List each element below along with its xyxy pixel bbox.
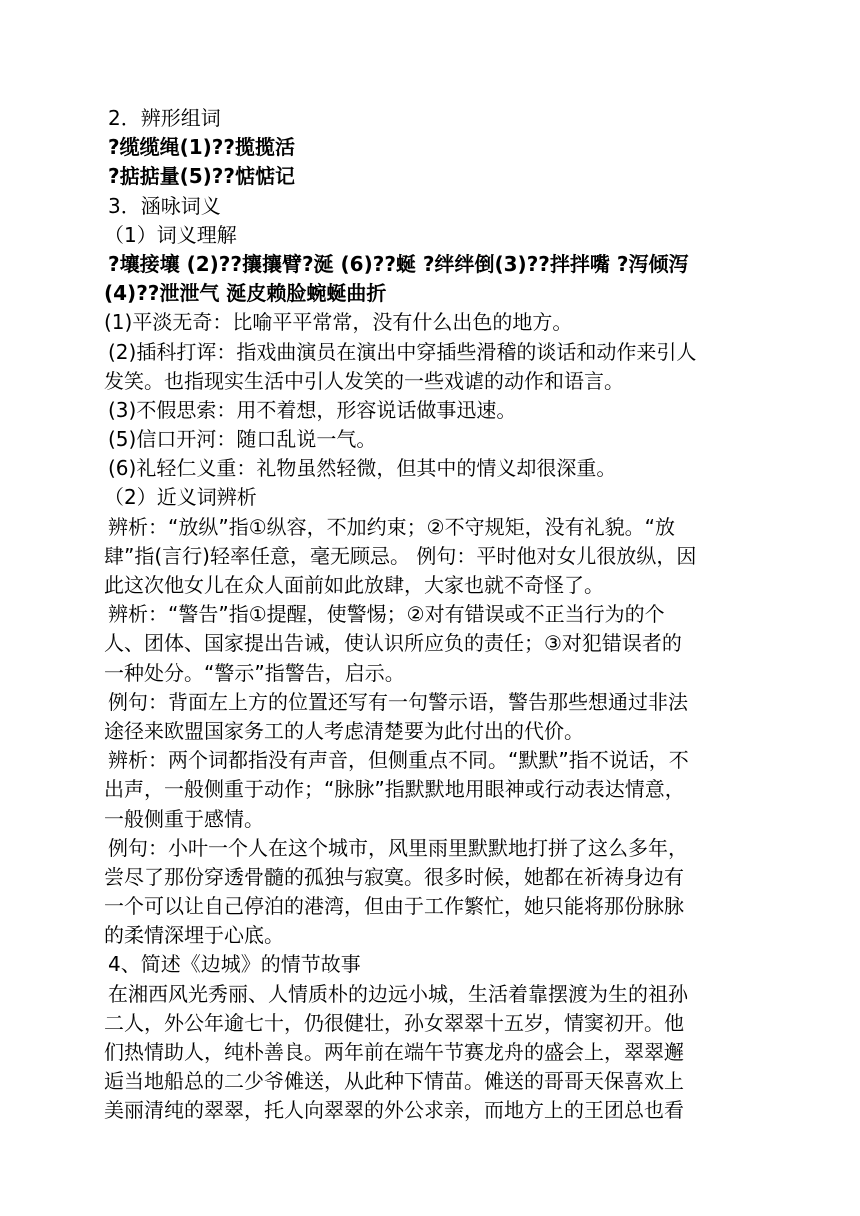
analysis-2-line-3: 一种处分。“警示”指警告，启示。 (104, 660, 405, 685)
example-3-line-3: 一个可以让自己停泊的港湾，但由于工作繁忙，她只能将那份脉脉 (104, 894, 684, 919)
plot-summary-line-2: 二人，外公年逾七十，仍很健壮，孙女翠翠十五岁，情窦初开。他 (104, 1010, 684, 1035)
plot-summary-line-1: 在湘西风光秀丽、人情质朴的边远小城，生活着靠摆渡为生的祖孙 (108, 981, 688, 1006)
plot-summary-line-4: 逅当地船总的二少爷傩送，从此种下情苗。傩送的哥哥天保喜欢上 (104, 1069, 684, 1094)
subheading-2-synonym-analysis: （2）近义词辨析 (104, 485, 257, 510)
example-3-line-1: 例句：小叶一个人在这个城市，风里雨里默默地打拼了这么多年， (108, 835, 688, 860)
heading-2-distinguish-words: 2．辨形组词 (108, 106, 221, 130)
example-2-line-1: 例句：背面左上方的位置还写有一句警示语，警告那些想通过非法 (108, 689, 688, 714)
idiom-definition-3: (3)不假思索：用不着想，形容说话做事迅速。 (108, 397, 517, 422)
analysis-2-line-1: 辨析：“警告”指①提醒，使警惕；②对有错误或不正当行为的个 (108, 602, 665, 627)
plot-summary-line-5: 美丽清纯的翠翠，托人向翠翠的外公求亲，而地方上的王团总也看 (104, 1098, 684, 1123)
word-group-line-2: ?掂掂量(5)??惦惦记 (108, 164, 296, 189)
plot-summary-line-3: 们热情助人，纯朴善良。两年前在端午节赛龙舟的盛会上，翠翠邂 (104, 1040, 684, 1064)
word-group-line-3: ?壤接壤 (2)??攘攘臂?涎 (6)??蜒 ?绊绊倒(3)??拌拌嘴 ?泻倾泻 (108, 251, 689, 276)
heading-4-biancheng-plot: 4、简述《边城》的情节故事 (108, 952, 361, 977)
analysis-1-line-3: 此这次他女儿在众人面前如此放肆，大家也就不奇怪了。 (104, 573, 604, 597)
analysis-1-line-2: 肆”指(言行)轻率任意，毫无顾忌。 例句：平时他对女儿很放纵，因 (104, 543, 697, 568)
subheading-1-word-understanding: （1）词义理解 (104, 222, 237, 247)
analysis-1-line-1: 辨析：“放纵”指①纵容，不加约束；②不守规矩，没有礼貌。“放 (108, 514, 675, 539)
document-body (104, 104, 752, 1126)
idiom-definition-2-line-2: 发笑。也指现实生活中引人发笑的一些戏谑的动作和语言。 (104, 368, 624, 393)
idiom-definition-2-line-1: (2)插科打诨：指戏曲演员在演出中穿插些滑稽的谈话和动作来引人 (108, 339, 697, 364)
analysis-3-line-1: 辨析：两个词都指没有声音，但侧重点不同。“默默”指不说话，不 (108, 748, 689, 773)
analysis-3-line-2: 出声，一般侧重于动作；“脉脉”指默默地用眼神或行动表达情意， (104, 777, 685, 802)
example-3-line-4: 的柔情深埋于心底。 (104, 923, 284, 948)
example-2-line-2: 途径来欧盟国家务工的人考虑清楚要为此付出的代价。 (104, 718, 584, 743)
heading-3-word-meaning: 3．涵咏词义 (108, 193, 221, 218)
word-group-line-1: ?缆缆绳(1)??揽揽活 (108, 135, 296, 160)
analysis-3-line-3: 一般侧重于感情。 (104, 806, 264, 831)
idiom-definition-5: (5)信口开河：随口乱说一气。 (108, 427, 377, 452)
idiom-definition-6: (6)礼轻仁义重：礼物虽然轻微，但其中的情义却很深重。 (108, 456, 617, 481)
analysis-2-line-2: 人、团体、国家提出告诫，使认识所应负的责任；③对犯错误者的 (104, 631, 682, 656)
example-3-line-2: 尝尽了那份穿透骨髓的孤独与寂寞。很多时候，她都在祈祷身边有 (104, 864, 684, 889)
word-group-line-4: (4)??泄泄气 涎皮赖脸蜿蜒曲折 (104, 281, 387, 306)
idiom-definition-1: (1)平淡无奇：比喻平平常常，没有什么出色的地方。 (104, 310, 573, 335)
